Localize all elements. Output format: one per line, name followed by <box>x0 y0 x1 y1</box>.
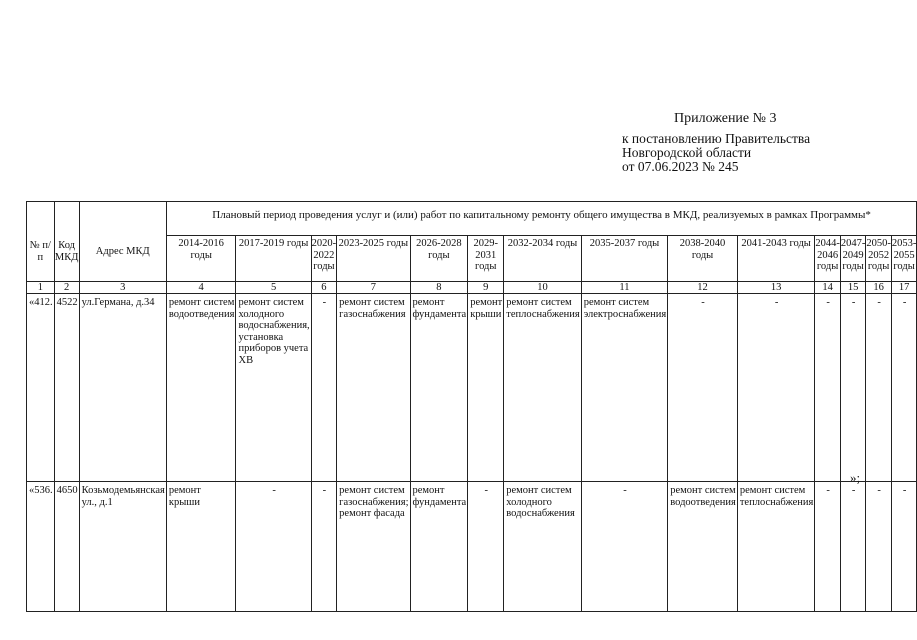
column-index: 2 <box>54 282 79 294</box>
column-index: 11 <box>581 282 668 294</box>
column-index: 10 <box>504 282 581 294</box>
cell-work: ремонт систем водоотведения <box>166 294 236 482</box>
cell-address: ул.Германа, д.34 <box>79 294 166 482</box>
cell-empty: - <box>866 294 892 482</box>
repair-schedule-table <box>26 201 917 612</box>
column-index: 12 <box>668 282 738 294</box>
cell-num: «412. <box>27 294 55 482</box>
cell-work: ремонт систем водоотведения <box>668 482 738 612</box>
column-index: 7 <box>337 282 410 294</box>
cell-empty: - <box>737 294 814 482</box>
appendix-line-decree: к постановлению Правительства <box>622 131 811 146</box>
column-index: 4 <box>166 282 236 294</box>
header-period: 2032-2034 годы <box>504 236 581 282</box>
cell-num: «536. <box>27 482 55 612</box>
header-period: 2023-2025 годы <box>337 236 410 282</box>
appendix-title: Приложение № 3 <box>674 111 777 126</box>
header-period: 2029-2031 годы <box>468 236 504 282</box>
header-period: 2026-2028 годы <box>410 236 468 282</box>
cell-work: ремонт систем холодного водоснабжения <box>504 482 581 612</box>
cell-work: ремонт систем теплоснабжения <box>504 294 581 482</box>
cell-code: 4650 <box>54 482 79 612</box>
cell-empty: - <box>311 294 337 482</box>
appendix-header <box>622 112 872 174</box>
table-row <box>27 482 917 612</box>
cell-empty: - <box>311 482 337 612</box>
column-index: 15 <box>840 282 866 294</box>
cell-empty: - <box>815 294 841 482</box>
cell-work: ремонт крыши <box>468 294 504 482</box>
column-index: 13 <box>737 282 814 294</box>
cell-work: ремонт систем теплоснабжения <box>737 482 814 612</box>
cell-empty: - <box>866 482 892 612</box>
cell-work: ремонт систем газоснабжения <box>337 294 410 482</box>
closing-quote: »; <box>850 470 861 485</box>
column-index: 8 <box>410 282 468 294</box>
cell-work: ремонт фундамента <box>410 482 468 612</box>
cell-empty: - <box>840 294 866 482</box>
column-index: 14 <box>815 282 841 294</box>
column-index: 17 <box>891 282 917 294</box>
cell-work: ремонт систем электроснабжения <box>581 294 668 482</box>
header-period: 2014-2016 годы <box>166 236 236 282</box>
header-planned-period: Плановый период проведения услуг и (или) работ по капитальному ремонту общего имущества в МКД, реализуемых в рамках Программы* <box>166 202 916 236</box>
cell-work: ремонт крыши <box>166 482 236 612</box>
header-period: 2017-2019 годы <box>236 236 311 282</box>
cell-work: ремонт систем газоснабжения; ремонт фасада <box>337 482 410 612</box>
appendix-line-region: Новгородской области <box>622 145 752 160</box>
cell-work: ремонт фундамента <box>410 294 468 482</box>
column-index: 1 <box>27 282 55 294</box>
header-period: 2050-2052 годы <box>866 236 892 282</box>
cell-empty: - <box>468 482 504 612</box>
header-period: 2044-2046 годы <box>815 236 841 282</box>
cell-empty: - <box>840 482 866 612</box>
appendix-line-date: от 07.06.2023 № 245 <box>622 159 739 174</box>
header-period: 2035-2037 годы <box>581 236 668 282</box>
column-index: 9 <box>468 282 504 294</box>
cell-code: 4522 <box>54 294 79 482</box>
header-period: 2047-2049 годы <box>840 236 866 282</box>
column-index: 16 <box>866 282 892 294</box>
header-period: 2053-2055 годы <box>891 236 917 282</box>
cell-empty: - <box>891 482 917 612</box>
table-row <box>27 294 917 482</box>
cell-address: Козьмодемьянская ул., д.1 <box>79 482 166 612</box>
cell-empty: - <box>815 482 841 612</box>
cell-work: ремонт систем холодного водоснабжения, установка приборов учета ХВ <box>236 294 311 482</box>
cell-empty: - <box>891 294 917 482</box>
header-period: 2020-2022 годы <box>311 236 337 282</box>
header-num: № п/п <box>27 202 55 282</box>
column-index: 6 <box>311 282 337 294</box>
header-period: 2041-2043 годы <box>737 236 814 282</box>
cell-empty: - <box>236 482 311 612</box>
cell-empty: - <box>668 294 738 482</box>
column-index: 5 <box>236 282 311 294</box>
cell-empty: - <box>581 482 668 612</box>
header-code: Код МКД <box>54 202 79 282</box>
header-address: Адрес МКД <box>79 202 166 282</box>
header-period: 2038-2040 годы <box>668 236 738 282</box>
column-index: 3 <box>79 282 166 294</box>
